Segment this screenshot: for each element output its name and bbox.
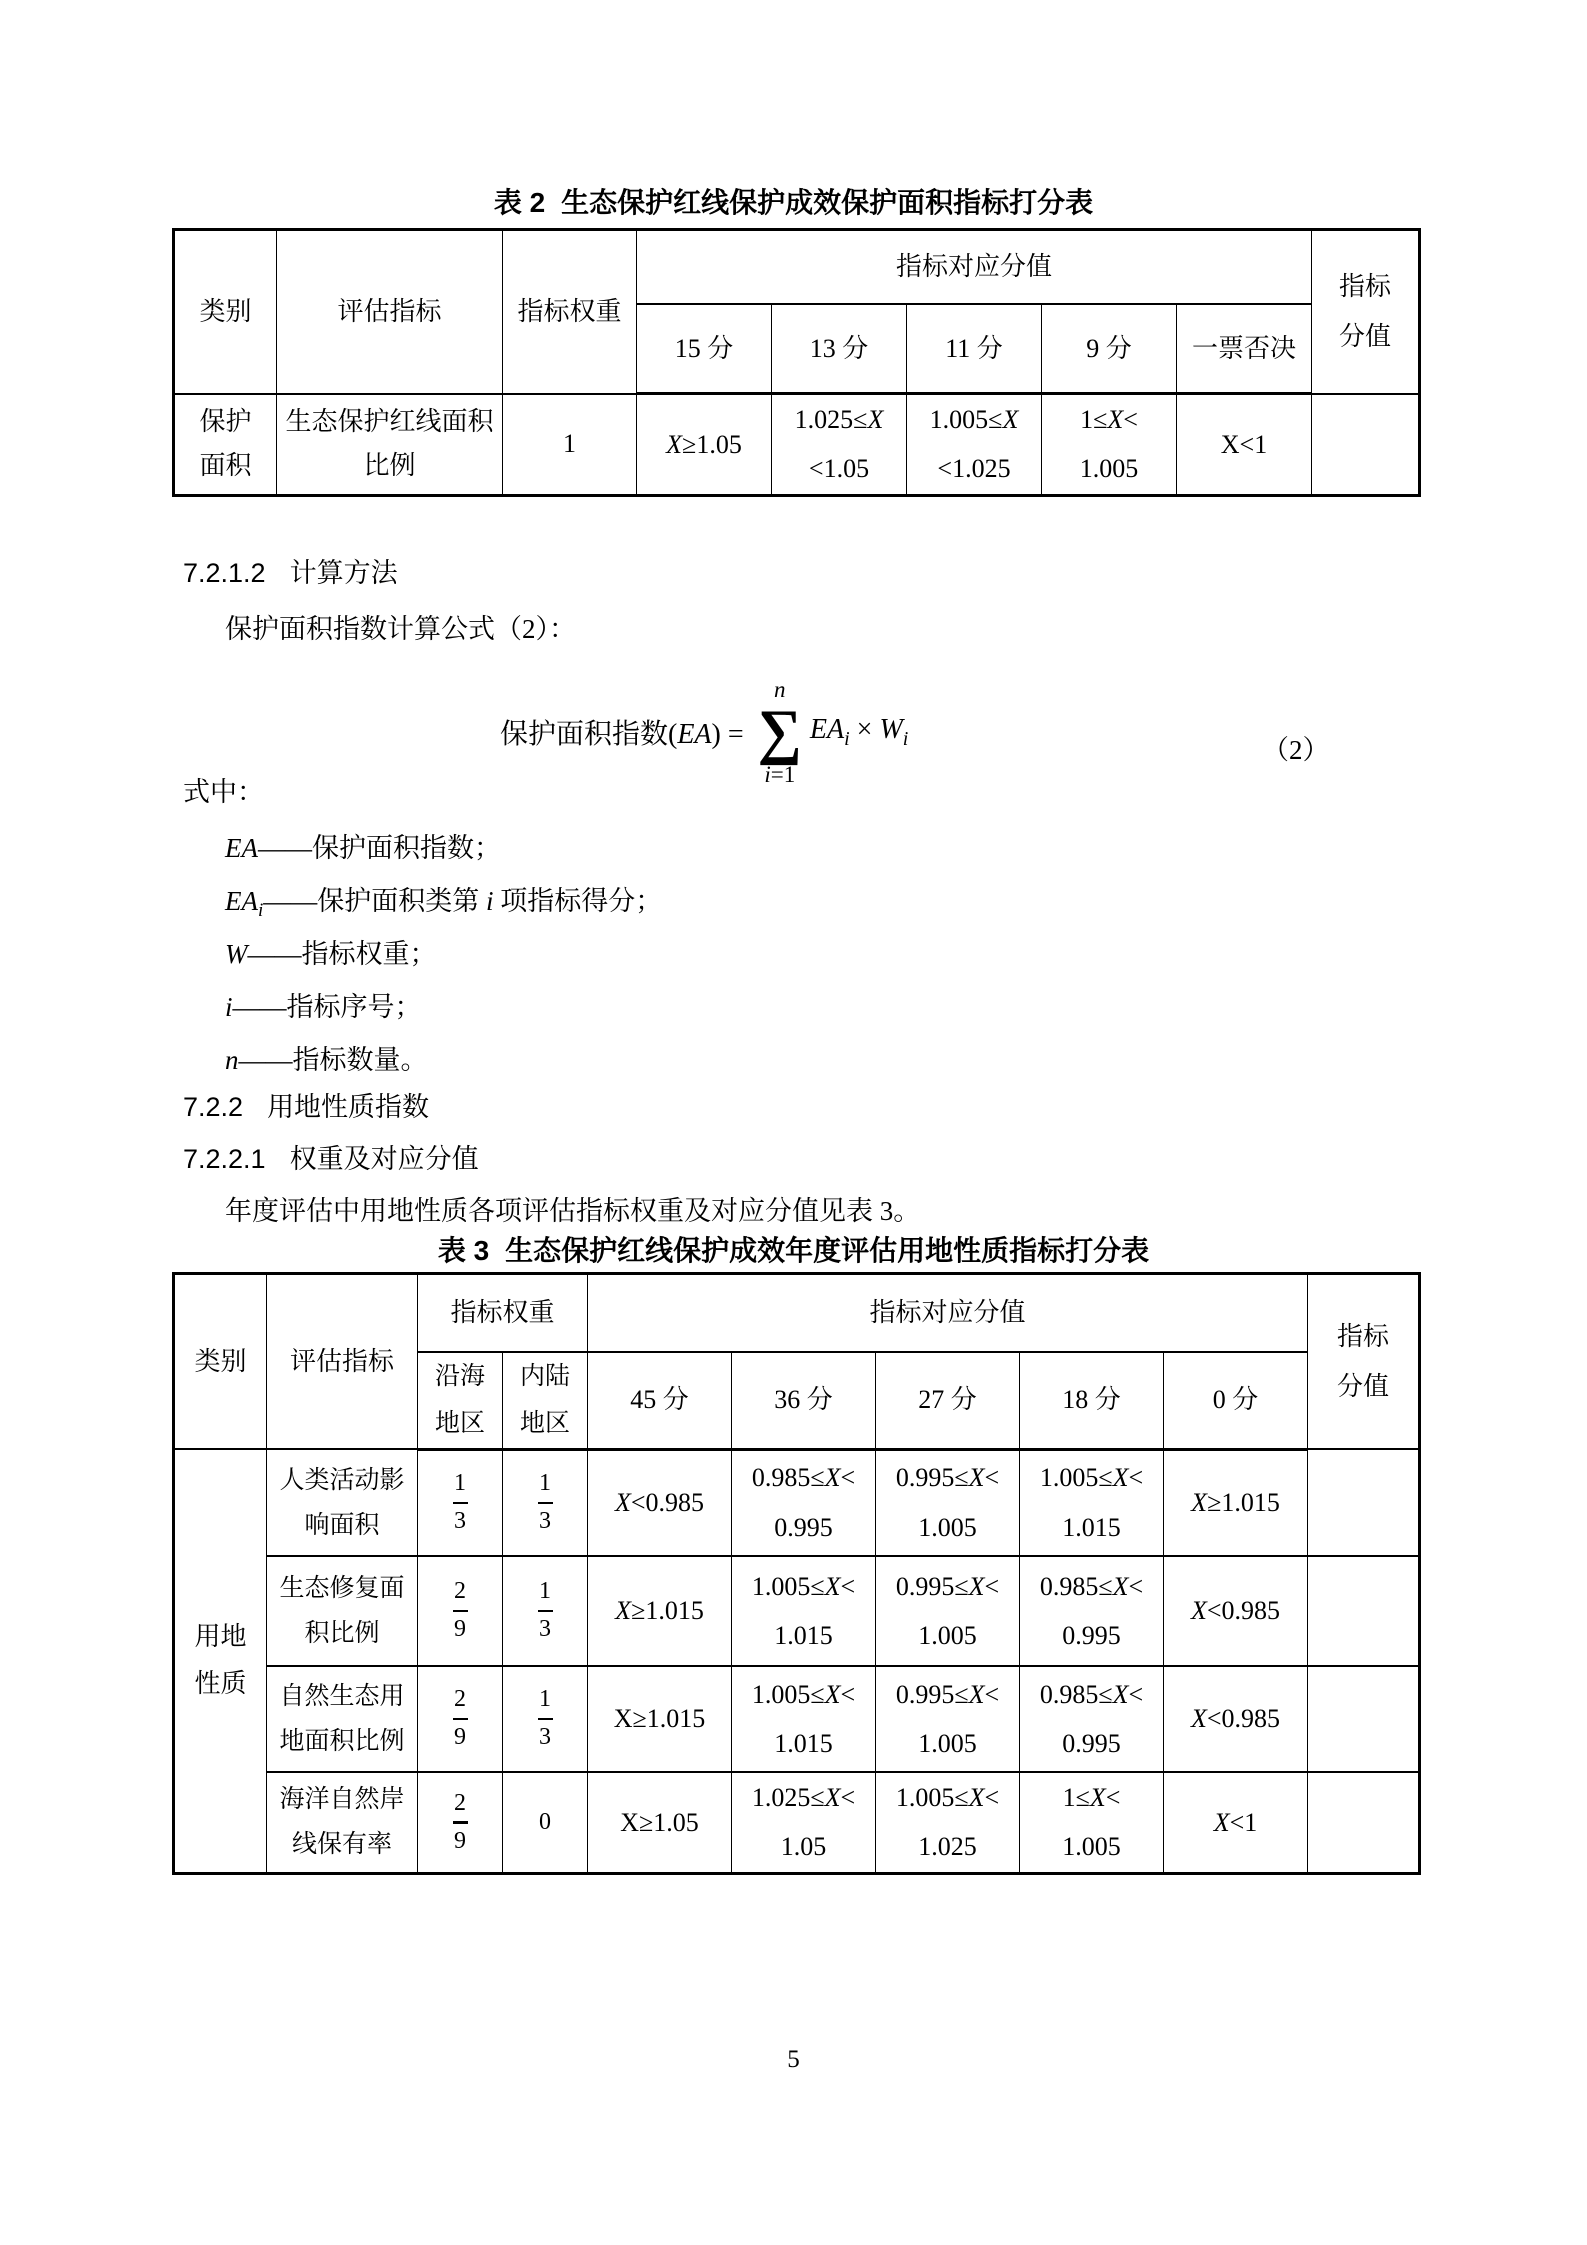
fraction: $\frac{2}{9}$: [454, 1578, 466, 1643]
table2: [172, 228, 1421, 497]
t3-header-score-0: 0 分: [1164, 1352, 1308, 1450]
t3-r4-weight-inland: 0: [503, 1772, 588, 1873]
t3-r4-score-36: 1.025≤X< 1.05: [732, 1772, 876, 1873]
t3-r1-indicator-score: [1308, 1449, 1420, 1556]
table3: [172, 1272, 1421, 1875]
t3-r4-score-27: 1.005≤X< 1.025: [876, 1772, 1020, 1873]
fraction: $\frac{2}{9}$: [454, 1789, 466, 1854]
definition-n: n——指标数量。: [225, 1045, 428, 1075]
t2-header-indicator-score: 指标 分值: [1312, 230, 1420, 394]
table2-caption-title: 生态保护红线保护成效保护面积指标打分表: [561, 187, 1094, 218]
t3-r3-indicator-score: [1308, 1666, 1420, 1772]
t3-r2-score-36: 1.005≤X< 1.015: [732, 1556, 876, 1666]
t3-header-category: 类别: [174, 1274, 267, 1450]
formula-lhs: 保护面积指数(EA) =: [500, 719, 744, 750]
fraction: $\frac{1}{3}$: [454, 1469, 466, 1534]
t3-r4-score-45: X≥1.05: [588, 1772, 732, 1873]
t3-r2-score-27: 0.995≤X< 1.005: [876, 1556, 1020, 1666]
t3-r1-score-18: 1.005≤X< 1.015: [1020, 1449, 1164, 1556]
table3-caption: [0, 1234, 1587, 1268]
t2-header-indicator: 评估指标: [277, 230, 503, 394]
t2-cell-indicator: 生态保护红线面积 比例: [277, 394, 503, 496]
t3-r1-score-36: 0.985≤X< 0.995: [732, 1449, 876, 1556]
table3-caption-title: 生态保护红线保护成效年度评估用地性质指标打分表: [505, 1235, 1150, 1266]
t3-cell-category: 用地 性质: [174, 1449, 267, 1873]
t3-r3-weight-coastal: [418, 1666, 503, 1772]
t2-cell-score-9: 1≤X< 1.005: [1042, 394, 1177, 496]
t3-r2-score-18: 0.985≤X< 0.995: [1020, 1556, 1164, 1666]
t3-r2-indicator-score: [1308, 1556, 1420, 1666]
t2-header-score-15: 15 分: [637, 304, 772, 394]
t2-cell-score-15: X≥1.05: [637, 394, 772, 496]
t3-r1-indicator: 人类活动影 响面积: [267, 1449, 418, 1556]
formula-term: $EA_i \times W_i$: [809, 713, 909, 750]
t3-header-weight-group: 指标权重: [418, 1274, 588, 1352]
t3-header-coastal: 沿海 地区: [418, 1352, 503, 1450]
t2-header-score-9: 9 分: [1042, 304, 1177, 394]
where-label: 式中：: [183, 777, 264, 807]
t3-r3-score-0: X<0.985: [1164, 1666, 1308, 1772]
t3-r3-weight-inland: [503, 1666, 588, 1772]
fraction: $\frac{2}{9}$: [454, 1686, 466, 1751]
fraction: $\frac{1}{3}$: [539, 1469, 551, 1534]
t3-r3-score-27: 0.995≤X< 1.005: [876, 1666, 1020, 1772]
t2-header-category: 类别: [174, 230, 277, 394]
summation-symbol: n ∑ i=1: [757, 677, 802, 787]
t3-r3-score-18: 0.985≤X< 0.995: [1020, 1666, 1164, 1772]
t3-r2-weight-inland: [503, 1556, 588, 1666]
t2-header-veto: 一票否决: [1177, 304, 1312, 394]
t3-header-score-36: 36 分: [732, 1352, 876, 1450]
t2-cell-indicator-score: [1312, 394, 1420, 496]
t3-r2-indicator: 生态修复面 积比例: [267, 1556, 418, 1666]
t2-header-weight: 指标权重: [503, 230, 637, 394]
t3-r3-indicator: 自然生态用 地面积比例: [267, 1666, 418, 1772]
t3-r2-score-0: X<0.985: [1164, 1556, 1308, 1666]
t3-r3-score-36: 1.005≤X< 1.015: [732, 1666, 876, 1772]
t3-r4-score-18: 1≤X< 1.005: [1020, 1772, 1164, 1873]
t2-cell-score-13: 1.025≤X <1.05: [772, 394, 907, 496]
t3-r1-score-45: X<0.985: [588, 1449, 732, 1556]
t3-header-score-18: 18 分: [1020, 1352, 1164, 1450]
formula-intro: 保护面积指数计算公式（2）：: [225, 614, 576, 644]
table3-caption-label: 表 3: [437, 1235, 490, 1266]
t3-header-score-45: 45 分: [588, 1352, 732, 1450]
page-number: 5: [787, 2046, 800, 2073]
t3-r2-score-45: X≥1.015: [588, 1556, 732, 1666]
t3-r4-indicator: 海洋自然岸 线保有率: [267, 1772, 418, 1873]
t3-r1-score-0: X≥1.015: [1164, 1449, 1308, 1556]
definition-eai: $EA_i——$保护面积类第 i 项指标得分；: [225, 886, 663, 921]
table2-caption: [0, 186, 1587, 220]
table2-caption-label: 表 2: [493, 187, 546, 218]
section-7221-heading: 7.2.2.1 权重及对应分值: [183, 1144, 479, 1174]
section-7212-heading: 7.2.1.2 计算方法: [183, 558, 398, 588]
t3-r4-score-0: X<1: [1164, 1772, 1308, 1873]
t2-cell-veto: X<1: [1177, 394, 1312, 496]
t3-header-score-group: 指标对应分值: [588, 1274, 1308, 1352]
definition-i: i——指标序号；: [225, 992, 422, 1022]
t2-header-score-group: 指标对应分值: [637, 230, 1312, 304]
definition-w: W——指标权重；: [225, 939, 437, 969]
t2-cell-score-11: 1.005≤X <1.025: [907, 394, 1042, 496]
t2-cell-category: 保护 面积: [174, 394, 277, 496]
t3-r1-weight-coastal: [418, 1449, 503, 1556]
section-722-heading: 7.2.2 用地性质指数: [183, 1092, 430, 1122]
t3-r2-weight-coastal: [418, 1556, 503, 1666]
fraction: $\frac{1}{3}$: [539, 1578, 551, 1643]
t2-header-score-11: 11 分: [907, 304, 1042, 394]
paragraph-7221: 年度评估中用地性质各项评估指标权重及对应分值见表 3。: [225, 1196, 921, 1226]
formula-ea: [500, 662, 908, 802]
fraction: $\frac{1}{3}$: [539, 1686, 551, 1751]
formula-number: （2）: [1262, 735, 1330, 765]
t2-cell-weight: 1: [503, 394, 637, 496]
t3-header-inland: 内陆 地区: [503, 1352, 588, 1450]
t2-header-score-13: 13 分: [772, 304, 907, 394]
t3-header-score-27: 27 分: [876, 1352, 1020, 1450]
t3-header-indicator-score: 指标 分值: [1308, 1274, 1420, 1450]
t3-r4-indicator-score: [1308, 1772, 1420, 1873]
t3-r1-weight-inland: [503, 1449, 588, 1556]
definition-ea: EA——保护面积指数；: [225, 833, 501, 863]
t3-r4-weight-coastal: [418, 1772, 503, 1873]
t3-r3-score-45: X≥1.015: [588, 1666, 732, 1772]
t3-header-indicator: 评估指标: [267, 1274, 418, 1450]
t3-r1-score-27: 0.995≤X< 1.005: [876, 1449, 1020, 1556]
